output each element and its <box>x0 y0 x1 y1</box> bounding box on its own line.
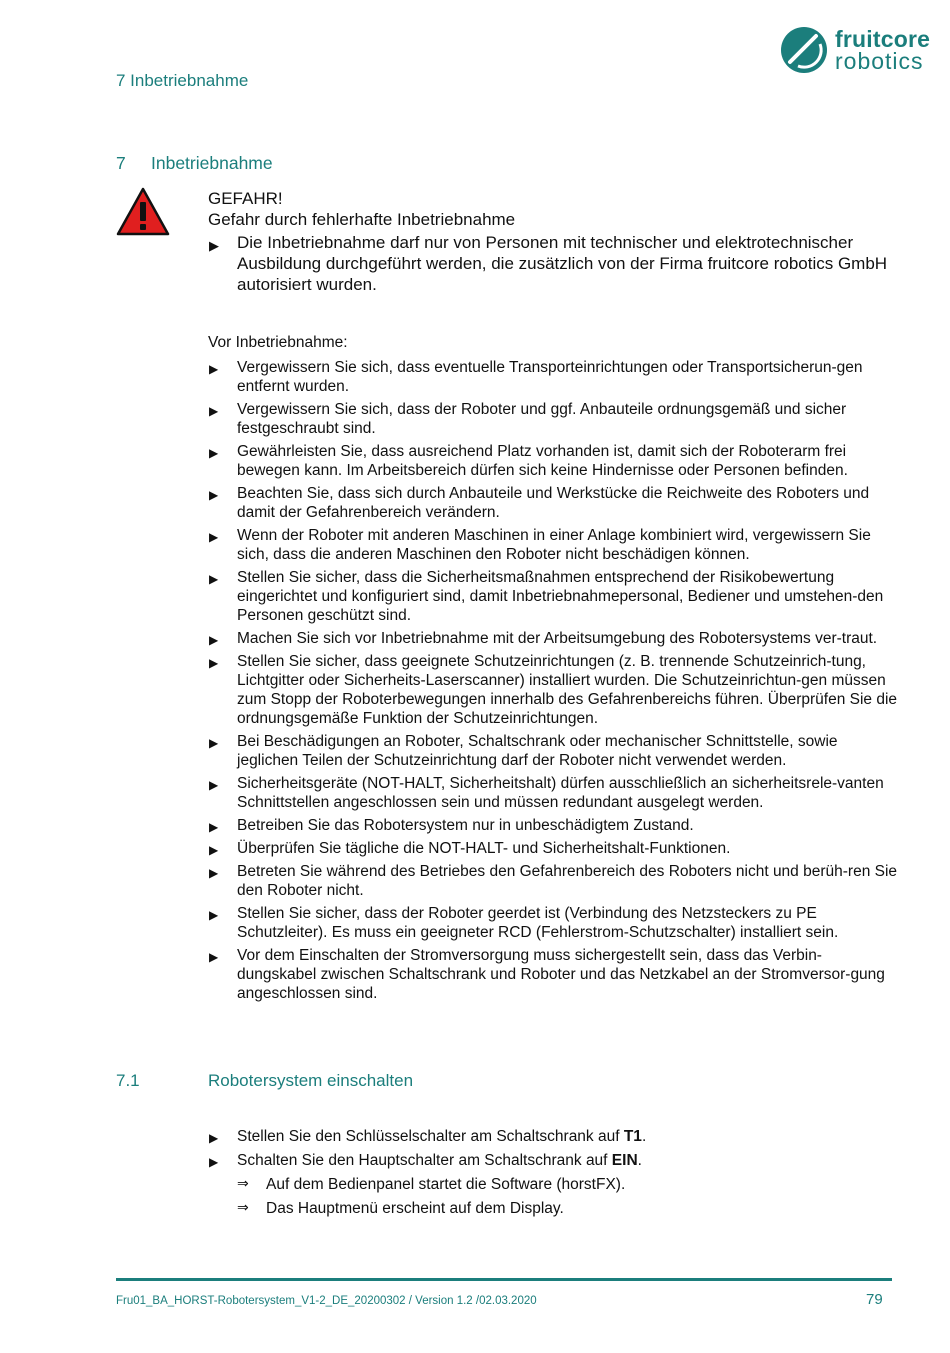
list-item: ▶ Betreten Sie während des Betriebes den Gefahrenbereich des Roboters nicht und berüh-ren Sie den Roboter nicht. <box>209 863 898 899</box>
bullet-triangle-icon: ▶ <box>209 238 219 253</box>
fruitcore-logo <box>780 26 930 76</box>
bullet-triangle-icon: ▶ <box>209 866 219 880</box>
checklist <box>208 358 898 1003</box>
section-heading <box>116 1071 413 1091</box>
warning-triangle-icon <box>115 186 171 238</box>
logo-text-robotics: robotics <box>835 48 924 74</box>
list-item: ▶ Wenn der Roboter mit anderen Maschinen in einer Anlage kombiniert wird, vergewissern Sie sich, dass die anderen Maschinen den Roboter nicht beschädigen können. <box>209 527 871 563</box>
bullet-triangle-icon: ▶ <box>209 633 219 647</box>
step-value: T1 <box>623 1128 642 1145</box>
bullet-triangle-icon: ▶ <box>209 362 219 376</box>
list-item: ▶ Sicherheitsgeräte (NOT-HALT, Sicherheitshalt) dürfen ausschließlich an sicherheitsrele-vanten Schnittstellen angeschlossen sein und müssen redundant ausgelegt werden. <box>209 775 884 811</box>
bullet-triangle-icon: ▶ <box>209 530 219 544</box>
footer-document-info: Fru01_BA_HORST-Robotersystem_V1-2_DE_20200302 / Version 1.2 /02.03.2020 <box>116 1295 537 1307</box>
list-item: ▶ Vor dem Einschalten der Stromversorgung muss sichergestellt sein, dass das Verbin-dungskabel zwischen Schaltschrank und Roboter und das Netzkabel an der Stromversor-gung angeschlossen sind. <box>209 947 885 1002</box>
list-item: ▶ Stellen Sie sicher, dass die Sicherheitsmaßnahmen entsprechend der Risikobewertung eingerichtet und konfiguriert sind, damit Inbetriebnahmepersonal, Bediener und umstehen-den Personen geschützt sind. <box>209 569 884 624</box>
bullet-triangle-icon: ▶ <box>209 778 219 792</box>
bullet-triangle-icon: ▶ <box>209 446 219 460</box>
bullet-triangle-icon: ▶ <box>209 950 219 964</box>
danger-subtitle: Gefahr durch fehlerhafte Inbetriebnahme <box>208 210 516 229</box>
bullet-triangle-icon: ▶ <box>209 656 219 670</box>
danger-notice <box>208 188 898 295</box>
footer-divider <box>116 1278 892 1281</box>
bullet-triangle-icon: ▶ <box>209 488 219 502</box>
pre-commissioning-checklist <box>208 333 898 1007</box>
chapter-heading <box>116 153 273 174</box>
list-item: ▶ Beachten Sie, dass sich durch Anbauteile und Werkstücke die Reichweite des Roboters und damit der Gefahrenbereich verändern. <box>209 485 870 521</box>
running-header: 7 Inbetriebnahme <box>116 71 249 90</box>
chapter-title: Inbetriebnahme <box>151 153 273 173</box>
result-arrow-icon: ⇒ <box>237 1200 249 1216</box>
list-item: ▶ Die Inbetriebnahme darf nur von Personen mit technischer und elektrotechnischer Ausbildung durchgeführt werden, die zusätzlich von der Firma fruitcore robotics GmbH autorisiert wurden. <box>209 233 888 294</box>
list-item: ▶ Stellen Sie sicher, dass der Roboter geerdet ist (Verbindung des Netzsteckers zu PE Schutzleiter). Es muss ein geeigneter RCD (Fehlerstrom-Schutzschalter) installiert sein. <box>209 905 839 941</box>
list-item: ▶ Stellen Sie sicher, dass geeignete Schutzeinrichtungen (z. B. trennende Schutzeinrich-tung, Lichtgitter oder Sicherheits-Laserscanner) installiert wurden. Die Schutzeinrichtun-gen müssen zum Stopp der Roboterbewegungen innerhalb des Gefahrenbereichs führen. Überprüfen Sie die ordnungsgemäße Funktion der Schutzeinrichtungen. <box>209 653 898 727</box>
switch-on-steps <box>208 1127 898 1223</box>
bullet-triangle-icon: ▶ <box>209 404 219 418</box>
bullet-triangle-icon: ▶ <box>209 736 219 750</box>
logo-text-fruitcore: fruitcore <box>835 26 931 52</box>
logo-mark-icon <box>780 26 828 74</box>
list-item: ▶ Bei Beschädigungen an Roboter, Schaltschrank oder mechanischer Schnittstelle, sowie jeglichen Teilen der Schutzeinrichtung darf der Roboter nicht verwendet werden. <box>209 733 838 769</box>
bullet-triangle-icon: ▶ <box>209 908 219 922</box>
list-item: ▶ Betreiben Sie das Robotersystem nur in unbeschädigtem Zustand. <box>208 816 898 835</box>
list-item: ▶ Machen Sie sich vor Inbetriebnahme mit der Arbeitsumgebung des Robotersystems ver-traut. <box>208 629 898 648</box>
result-list <box>208 1175 898 1218</box>
section-title: Robotersystem einschalten <box>208 1071 414 1090</box>
bullet-triangle-icon: ▶ <box>209 820 219 834</box>
step-list <box>208 1127 898 1170</box>
checklist-intro: Vor Inbetriebnahme: <box>208 334 348 351</box>
section-number: 7.1 <box>116 1071 140 1090</box>
bullet-triangle-icon: ▶ <box>209 572 219 586</box>
page-number: 79 <box>866 1291 883 1308</box>
list-item: ▶ Überprüfen Sie tägliche die NOT-HALT- und Sicherheitshalt-Funktionen. <box>208 839 898 858</box>
list-item: ▶ Vergewissern Sie sich, dass eventuelle Transporteinrichtungen oder Transportsicherun-gen entfernt wurden. <box>209 359 863 395</box>
result-item: ⇒ Auf dem Bedienpanel startet die Software (horstFX). <box>237 1176 626 1193</box>
list-item: ▶ Vergewissern Sie sich, dass der Roboter und ggf. Anbauteile ordnungsgemäß und sicher festgeschraubt sind. <box>209 401 847 437</box>
step-value: EIN <box>611 1152 638 1169</box>
list-item: ▶ Gewährleisten Sie, dass ausreichend Platz vorhanden ist, damit sich der Roboterarm frei bewegen kann. Im Arbeitsbereich dürfen sich keine Hindernisse oder Personen befinden. <box>209 443 848 479</box>
result-arrow-icon: ⇒ <box>237 1176 249 1192</box>
danger-list <box>208 232 898 295</box>
step-item: ▶ Schalten Sie den Hauptschalter am Schaltschrank auf EIN. <box>208 1151 898 1170</box>
bullet-triangle-icon: ▶ <box>209 1131 219 1145</box>
chapter-number: 7 <box>116 153 126 173</box>
bullet-triangle-icon: ▶ <box>209 1155 219 1169</box>
danger-signal-word: GEFAHR! <box>208 189 283 208</box>
step-item: ▶ Stellen Sie den Schlüsselschalter am Schaltschrank auf T1. <box>208 1127 898 1146</box>
bullet-triangle-icon: ▶ <box>209 843 219 857</box>
result-item: ⇒ Das Hauptmenü erscheint auf dem Display. <box>237 1200 564 1217</box>
